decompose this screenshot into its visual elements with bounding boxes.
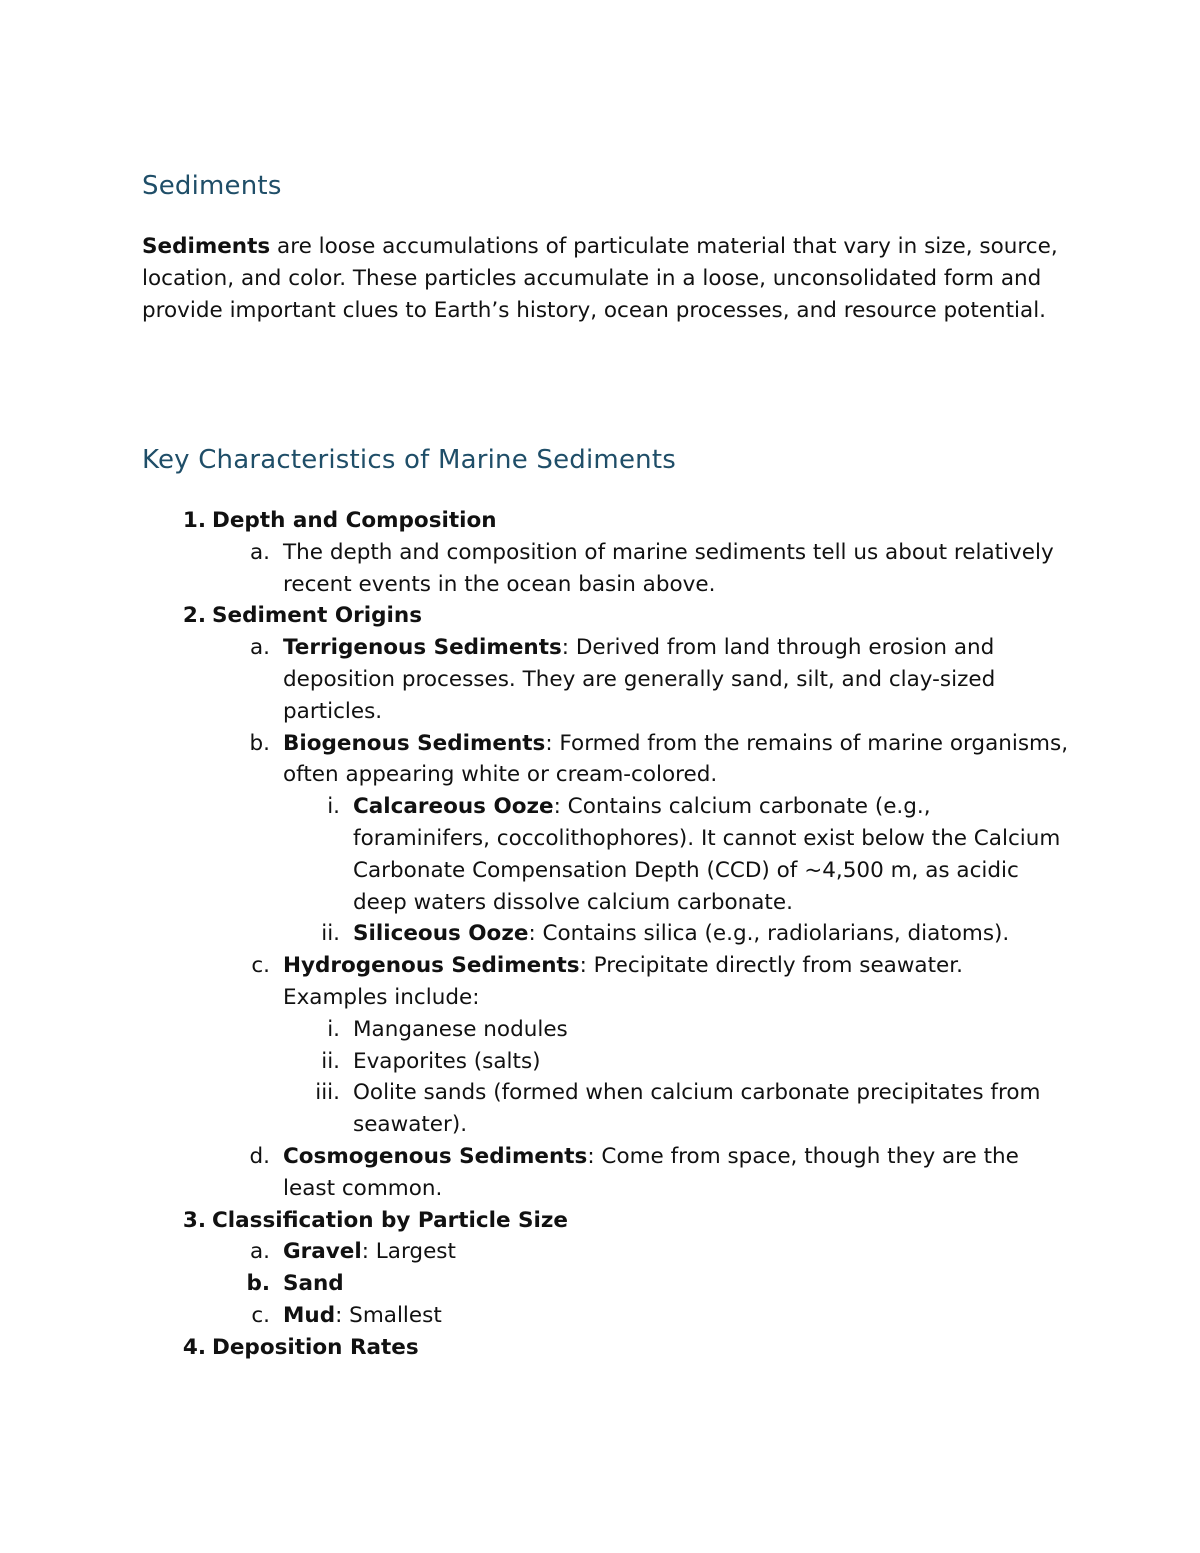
item-title: Depth and Composition [212, 508, 497, 533]
list-item-text [283, 1236, 1073, 1268]
item-term: Terrigenous Sediments [283, 635, 562, 661]
item-title: Classification by Particle Size [212, 1207, 568, 1233]
list-item-text [283, 1300, 1073, 1332]
item-text: : Precipitate directly from seawater. Examples include: [283, 953, 963, 1010]
item-text: Manganese nodules [353, 1016, 568, 1042]
list-marker: ii. [321, 1048, 340, 1074]
characteristics-list [0, 505, 1200, 1364]
list-marker: 1. [182, 508, 206, 533]
list-marker: 4. [182, 1334, 206, 1360]
list-item-text [353, 791, 1073, 918]
list-item-text [283, 632, 1073, 727]
list-marker: a. [249, 1239, 270, 1265]
list-marker: c. [251, 1302, 270, 1328]
item-term: Mud [283, 1302, 336, 1328]
item-text: : Contains calcium carbonate (e.g., foraminifers, coccolithophores). It cannot exist below the Calcium Carbonate Compensation Depth (CCD) of ~4,500 m, as acidic deep waters dissolve calcium carbonate. [353, 794, 1061, 915]
intro-paragraph [142, 231, 1072, 326]
list-item-text [353, 918, 1073, 950]
list-item-text [353, 1046, 1073, 1078]
list-item-text [283, 950, 1073, 1014]
list-marker: iii. [315, 1080, 340, 1106]
item-term: Siliceous Ooze [353, 921, 529, 947]
list-marker: c. [251, 953, 270, 979]
list-marker: a. [249, 635, 270, 661]
list-item-text [212, 600, 1072, 632]
list-item [0, 1268, 1200, 1300]
item-title: Sediment Origins [212, 603, 422, 629]
list-item-text [283, 537, 1073, 601]
list-item [0, 728, 1200, 792]
list-item [0, 505, 1200, 537]
list-item [0, 791, 1200, 918]
list-item [0, 1077, 1200, 1141]
list-item [0, 1236, 1200, 1268]
list-item-text [283, 1141, 1073, 1205]
item-text: : Derived from land through erosion and deposition processes. They are generally sand, silt, and clay-sized particles. [283, 635, 996, 724]
item-text: : Formed from the remains of marine organisms, often appearing white or cream-colored. [283, 730, 1069, 788]
item-term: Sand [283, 1271, 344, 1297]
list-item [0, 1141, 1200, 1205]
list-item-text [212, 1332, 1072, 1364]
list-marker: i. [327, 1016, 340, 1042]
item-title: Deposition Rates [212, 1334, 419, 1360]
list-item-text [212, 505, 1072, 537]
list-item [0, 1046, 1200, 1078]
list-marker: d. [249, 1143, 270, 1169]
page-title: Sediments [142, 171, 282, 201]
item-text: : Come from space, though they are the least common. [283, 1143, 1019, 1201]
item-text: Oolite sands (formed when calcium carbonate precipitates from seawater). [353, 1080, 1041, 1138]
list-item-text [212, 1205, 1072, 1237]
intro-text: are loose accumulations of particulate material that vary in size, source, location, and color. These particles accumulate in a loose, unconsolidated form and provide important clues to Earth’s history, ocean processes, and resource potential. [142, 234, 1058, 323]
list-marker: a. [249, 539, 270, 565]
list-item [0, 1205, 1200, 1237]
list-marker: b. [249, 730, 270, 756]
list-item-text [353, 1014, 1073, 1046]
section-heading: Key Characteristics of Marine Sediments [142, 445, 676, 475]
item-text: Evaporites (salts) [353, 1048, 541, 1074]
list-marker: 2. [182, 603, 206, 629]
item-term: Hydrogenous Sediments [283, 953, 580, 979]
list-item [0, 950, 1200, 1014]
item-term: Biogenous Sediments [283, 730, 546, 756]
item-text: : Smallest [335, 1302, 442, 1328]
list-item [0, 918, 1200, 950]
list-item [0, 537, 1200, 601]
item-term: Gravel [283, 1239, 362, 1265]
item-text: The depth and composition of marine sediments tell us about relatively recent events in the ocean basin above. [283, 539, 1054, 597]
list-marker: ii. [321, 921, 340, 947]
item-term: Cosmogenous Sediments [283, 1143, 588, 1169]
list-item [0, 1014, 1200, 1046]
list-marker: b. [246, 1271, 270, 1297]
list-item-text [353, 1077, 1073, 1141]
list-item [0, 1332, 1200, 1364]
list-item [0, 632, 1200, 727]
list-item [0, 600, 1200, 632]
list-item [0, 1300, 1200, 1332]
list-item-text [283, 1268, 1073, 1300]
list-marker: 3. [182, 1207, 206, 1233]
item-text: : Contains silica (e.g., radiolarians, diatoms). [528, 921, 1010, 947]
item-text: : Largest [361, 1239, 456, 1265]
item-term: Calcareous Ooze [353, 794, 554, 820]
list-item-text [283, 728, 1073, 792]
intro-term: Sediments [142, 234, 271, 259]
list-marker: i. [327, 794, 340, 820]
